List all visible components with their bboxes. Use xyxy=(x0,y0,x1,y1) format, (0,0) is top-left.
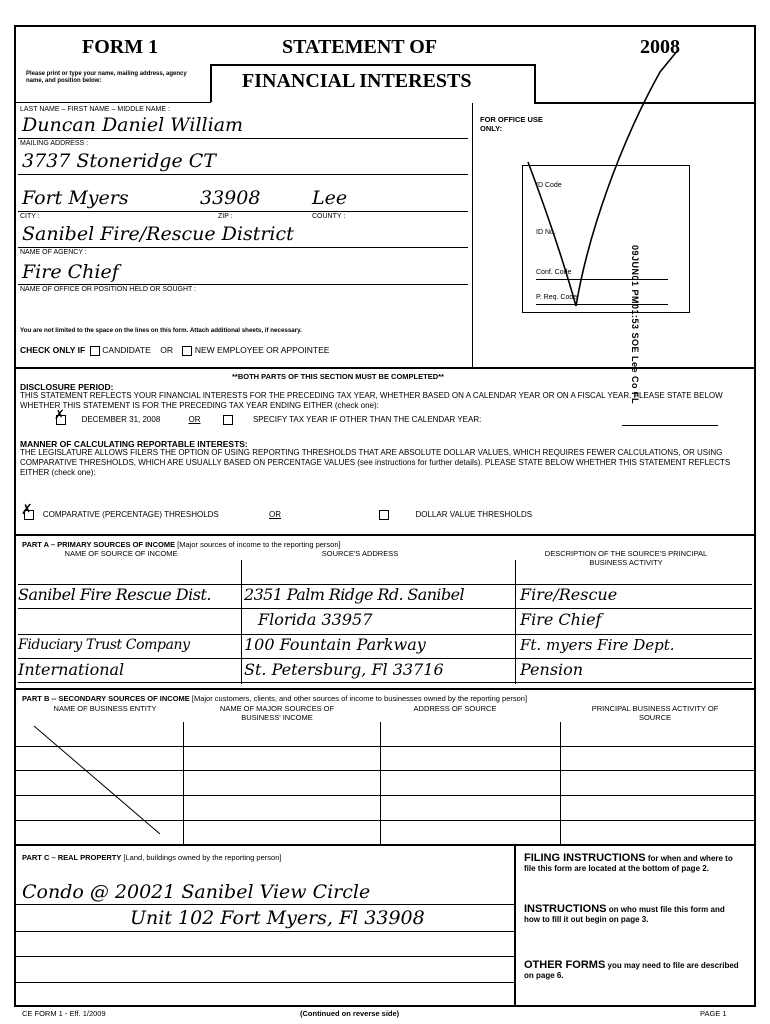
col-divider xyxy=(241,560,242,684)
section-divider xyxy=(15,534,755,536)
agency-label: NAME OF AGENCY : xyxy=(20,249,87,256)
title-line-2: FINANCIAL INTERESTS xyxy=(242,70,472,92)
county-label: COUNTY : xyxy=(312,213,346,220)
part-b-col1-header: NAME OF BUSINESS ENTITY xyxy=(53,704,157,713)
dollar-label: DOLLAR VALUE THRESHOLDS xyxy=(415,510,533,520)
source-activity[interactable]: Pension xyxy=(520,660,584,679)
instructions-text: on who must file this form and how to fill it out begin on page 3. xyxy=(524,905,725,924)
county-value[interactable]: Lee xyxy=(312,187,348,209)
part-c-title: PART C – REAL PROPERTY xyxy=(22,853,122,862)
specify-checkbox[interactable] xyxy=(223,415,233,425)
dollar-checkbox[interactable] xyxy=(379,510,389,520)
instructions-head: INSTRUCTIONS xyxy=(524,903,607,915)
line xyxy=(18,247,468,248)
source-address[interactable]: Florida 33957 xyxy=(258,610,373,629)
part-a-title: PART A – PRIMARY SOURCES OF INCOME xyxy=(22,540,176,549)
source-address[interactable]: 2351 Palm Ridge Rd. Sanibel xyxy=(244,585,464,604)
manner-options xyxy=(21,501,533,520)
other-forms-head: OTHER FORMS xyxy=(524,959,606,971)
or-label-2: OR xyxy=(269,510,281,520)
source-address[interactable]: 100 Fountain Parkway xyxy=(244,635,426,654)
both-parts-note: **BOTH PARTS OF THIS SECTION MUST BE COMPLETED** xyxy=(232,372,444,381)
office-label: NAME OF OFFICE OR POSITION HELD OR SOUGHT : xyxy=(20,286,197,293)
period-options xyxy=(54,407,482,425)
col-divider xyxy=(515,560,516,684)
row-line xyxy=(15,904,514,905)
name-value[interactable]: Duncan Daniel William xyxy=(22,114,244,136)
manner-text: THE LEGISLATURE ALLOWS FILERS THE OPTION OF USING REPORTING THRESHOLDS THAT ARE ABSOLUTE DOLLAR VALUES, WHICH REQUIRES FEWER CALCULATIONS, OR USING COMPARATIVE THRESHOLDS, WHICH ARE USUALLY BASED ON PERCENTAGE VALUES (see instructions for further details). PLEASE STATE BELOW WHETHER THIS STATEMENT REFLECTS EITHER (check one): xyxy=(20,448,731,477)
section-divider xyxy=(15,688,755,690)
part-c-subtitle: [Land, buildings owned by the reporting person] xyxy=(123,853,282,862)
candidate-checkbox[interactable] xyxy=(90,346,100,356)
space-note: You are not limited to the space on the lines on this form. Attach additional sheets, if necessary. xyxy=(20,327,302,334)
part-b-col2-header: NAME OF MAJOR SOURCES OF BUSINESS' INCOME xyxy=(219,704,335,722)
part-a-col1-header: NAME OF SOURCE OF INCOME xyxy=(64,549,178,558)
new-employee-checkbox[interactable] xyxy=(182,346,192,356)
office-value[interactable]: Fire Chief xyxy=(22,261,119,283)
other-forms xyxy=(524,960,740,981)
part-b-header xyxy=(22,694,527,704)
mailing-value[interactable]: 3737 Stoneridge CT xyxy=(22,150,216,172)
form-number: FORM 1 xyxy=(82,36,159,58)
footer-form-id: CE FORM 1 - Eff. 1/2009 xyxy=(22,1009,106,1018)
source-name[interactable]: International xyxy=(18,660,125,679)
id-no-label: ID No. xyxy=(536,229,556,236)
row-line xyxy=(15,931,514,932)
print-note: Please print or type your name, mailing address, agency name, and position below: xyxy=(26,71,187,84)
candidate-label: CANDIDATE xyxy=(102,345,151,355)
part-b-col4-header: PRINCIPAL BUSINESS ACTIVITY OF SOURCE xyxy=(591,704,719,722)
strike-through-line xyxy=(30,722,170,844)
part-a-col2-header: SOURCE'S ADDRESS xyxy=(321,549,399,558)
mailing-label: MAILING ADDRESS : xyxy=(20,140,89,147)
id-code-label: ID Code xyxy=(536,182,562,189)
city-label: CITY : xyxy=(20,213,40,220)
period-title: DISCLOSURE PERIOD: xyxy=(20,382,114,392)
row-line xyxy=(15,982,514,983)
source-name[interactable]: Fiduciary Trust Company xyxy=(18,637,190,653)
line xyxy=(18,284,468,285)
part-a-col3-header: DESCRIPTION OF THE SOURCE'S PRINCIPAL BUSINESS ACTIVITY xyxy=(544,549,708,567)
new-employee-label: NEW EMPLOYEE OR APPOINTEE xyxy=(194,345,330,355)
row-line xyxy=(18,682,752,683)
check-only-label: CHECK ONLY IF xyxy=(20,345,86,355)
filing-instructions-text: for when and where to file this form are located at the bottom of page 2. xyxy=(524,854,733,873)
source-activity[interactable]: Fire/Rescue xyxy=(520,585,618,604)
section-divider xyxy=(15,844,755,846)
col-divider xyxy=(514,845,516,1006)
comparative-label: COMPARATIVE (PERCENTAGE) THRESHOLDS xyxy=(42,510,219,520)
filing-instructions xyxy=(524,853,740,874)
comparative-checkbox[interactable]: ✗ xyxy=(24,510,34,520)
name-label: LAST NAME – FIRST NAME – MIDDLE NAME : xyxy=(20,106,170,113)
agency-value[interactable]: Sanibel Fire/Rescue District xyxy=(22,223,294,245)
specify-line[interactable] xyxy=(622,425,718,426)
or-label: OR xyxy=(160,345,173,355)
p-req-code-label: P. Req. Code xyxy=(536,294,578,301)
col-divider xyxy=(560,722,561,844)
divider xyxy=(15,102,211,103)
check-only-row xyxy=(20,345,329,356)
dec31-checkbox[interactable]: ✗ xyxy=(56,415,66,425)
footer-page: PAGE 1 xyxy=(700,1009,727,1018)
received-stamp: 09JUN01 PM01:53 SOE Lee Co FL xyxy=(630,245,640,405)
row-line xyxy=(15,956,514,957)
city-value[interactable]: Fort Myers xyxy=(22,187,129,209)
instructions xyxy=(524,904,740,925)
source-activity[interactable]: Fire Chief xyxy=(520,610,602,629)
property-line-2[interactable]: Unit 102 Fort Myers, Fl 33908 xyxy=(130,907,425,929)
section-divider xyxy=(15,367,755,369)
form-year: 2008 xyxy=(640,36,680,58)
source-address[interactable]: St. Petersburg, Fl 33716 xyxy=(244,660,444,679)
zip-label: ZIP : xyxy=(218,213,233,220)
zip-value[interactable]: 33908 xyxy=(200,187,261,209)
line xyxy=(18,174,468,175)
conf-code-label: Conf. Code xyxy=(536,269,572,276)
part-b-title: PART B -- SECONDARY SOURCES OF INCOME xyxy=(22,694,190,703)
part-b-subtitle: [Major customers, clients, and other sources of income to businesses owned by the reporting person] xyxy=(191,694,528,703)
footer-continued: (Continued on reverse side) xyxy=(300,1009,400,1018)
office-divider xyxy=(472,103,473,367)
col-divider xyxy=(183,722,184,844)
other-forms-text: you may need to file are described on page 6. xyxy=(524,961,739,980)
source-name[interactable]: Sanibel Fire Rescue Dist. xyxy=(18,585,211,604)
title-line-1: STATEMENT OF xyxy=(282,36,438,58)
row-line xyxy=(18,658,752,659)
line xyxy=(18,211,468,212)
part-a-subtitle: [Major sources of income to the reporting person] xyxy=(177,540,341,549)
col-divider xyxy=(380,722,381,844)
part-b-col3-header: ADDRESS OF SOURCE xyxy=(413,704,497,713)
office-use-label: FOR OFFICE USE ONLY: xyxy=(480,115,543,133)
part-c-header xyxy=(22,853,281,863)
property-line-1[interactable]: Condo @ 20021 Sanibel View Circle xyxy=(22,881,371,903)
dec31-label: DECEMBER 31, 2008 xyxy=(81,415,161,425)
or-label: OR xyxy=(188,415,201,425)
line xyxy=(536,279,668,280)
source-activity[interactable]: Ft. myers Fire Dept. xyxy=(520,636,675,654)
manner-title: MANNER OF CALCULATING REPORTABLE INTERESTS: xyxy=(20,439,248,449)
row-line xyxy=(18,608,752,609)
line xyxy=(18,138,468,139)
filing-instructions-head: FILING INSTRUCTIONS xyxy=(524,852,646,864)
line xyxy=(536,304,668,305)
specify-label: SPECIFY TAX YEAR IF OTHER THAN THE CALENDAR YEAR: xyxy=(252,415,482,425)
period-text: THIS STATEMENT REFLECTS YOUR FINANCIAL INTERESTS FOR THE PRECEDING TAX YEAR, WHETHER BASED ON A CALENDAR YEAR OR ON A FISCAL YEAR. PLEASE STATE BELOW WHETHER THIS STATEMENT IS FOR THE PRECEDING TAX YEAR ENDING EITHER (check one): xyxy=(20,391,723,410)
